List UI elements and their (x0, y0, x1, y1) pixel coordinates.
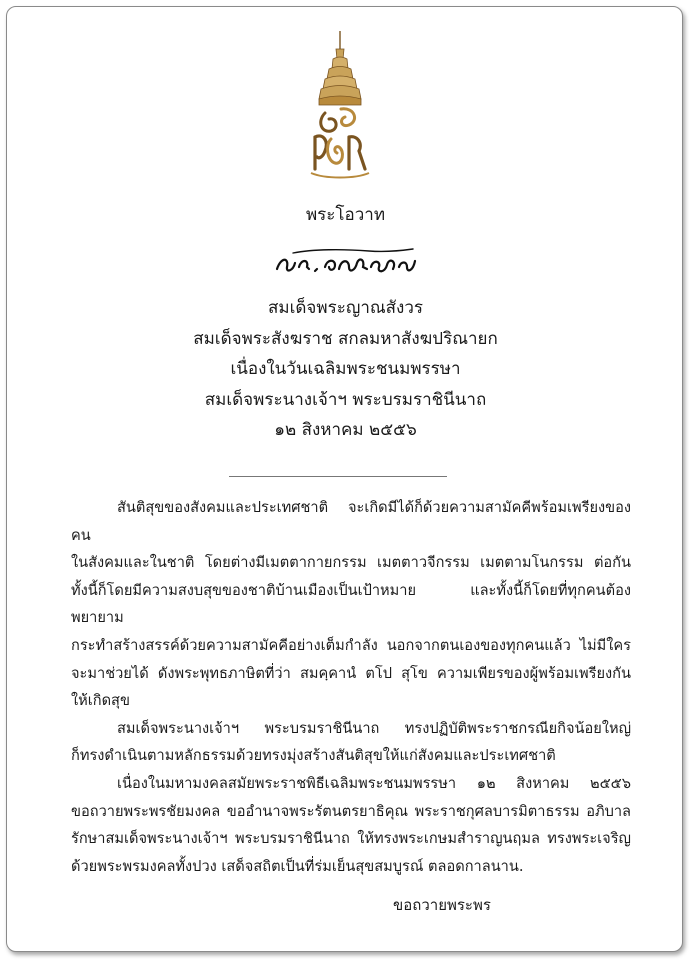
body-line: ในสังคมและในชาติ โดยต่างมีเมตตากายกรรม เมตตาวจีกรรม เมตตามโนกรรม ต่อกัน (71, 554, 631, 572)
body-text (71, 494, 631, 880)
handwritten-signature-icon (273, 245, 423, 279)
body-line: จะมาช่วยได้ ดังพระพุทธภาษิตที่ว่า สมคฺคานํ ตโป สุโข ความเพียรของผู้พร้อมเพรียงกัน (71, 664, 631, 682)
closing-text: ขอถวายพระพร (393, 896, 491, 914)
title-block (1, 293, 689, 446)
body-line: ขอถวายพระพรชัยมงคล ขออำนาจพระรัตนตรยาธิคุณ พระราชกุศลบารมิตาธรรม อภิบาล (71, 802, 631, 820)
body-line: เนื่องในมหามงคลสมัยพระราชพิธีเฉลิมพระชนมพรรษา ๑๒ สิงหาคม ๒๕๕๖ (117, 774, 631, 792)
body-line: รักษาสมเด็จพระนางเจ้าฯ พระบรมราชินีนาถ ให้ทรงพระเกษมสำราญนฤมล ทรงพระเจริญ (71, 830, 631, 848)
title-line: ๑๒ สิงหาคม ๒๕๕๖ (274, 420, 417, 440)
title-line: สมเด็จพระสังฆราช สกลมหาสังฆปริณายก (193, 328, 498, 349)
body-line: ให้เกิดสุข (71, 692, 130, 710)
body-line: ก็ทรงดำเนินตามหลักธรรมด้วยทรงมุ่งสร้างสันติสุขให้แก่สังคมและประเทศชาติ (71, 747, 556, 765)
title-line: สมเด็จพระนางเจ้าฯ พระบรมราชินีนาถ (204, 389, 487, 410)
body-line: สมเด็จพระนางเจ้าฯ พระบรมราชินีนาถ ทรงปฏิบัติพระราชกรณียกิจน้อยใหญ่ (117, 719, 631, 737)
divider-rule (229, 476, 447, 477)
letter-frame (6, 6, 683, 952)
body-line: ด้วยพระพรมงคลทั้งปวง เสด็จสถิตเป็นที่ร่มเย็นสุขสมบูรณ์ ตลอดกาลนาน. (71, 857, 524, 875)
body-line: กระทำสร้างสรรค์ด้วยความสามัคคีอย่างเต็มกำลัง นอกจากตนเองของทุกคนแล้ว ไม่มีใคร (71, 636, 631, 654)
royal-emblem-icon (295, 29, 385, 181)
heading-title: พระโอวาท (305, 205, 386, 225)
body-line: สันติสุขของสังคมและประเทศชาติ จะเกิดมีได้ก็ด้วยความสามัคคีพร้อมเพรียงของคน (71, 499, 631, 544)
title-line: สมเด็จพระญาณสังวร (267, 298, 424, 318)
title-line: เนื่องในวันเฉลิมพระชนมพรรษา (230, 359, 461, 379)
body-line: ทั้งนี้ก็โดยมีความสงบสุขของชาติบ้านเมืองเป็นเป้าหมาย และทั้งนี้ก็โดยที่ทุกคนต้องพยายาม (71, 581, 631, 627)
